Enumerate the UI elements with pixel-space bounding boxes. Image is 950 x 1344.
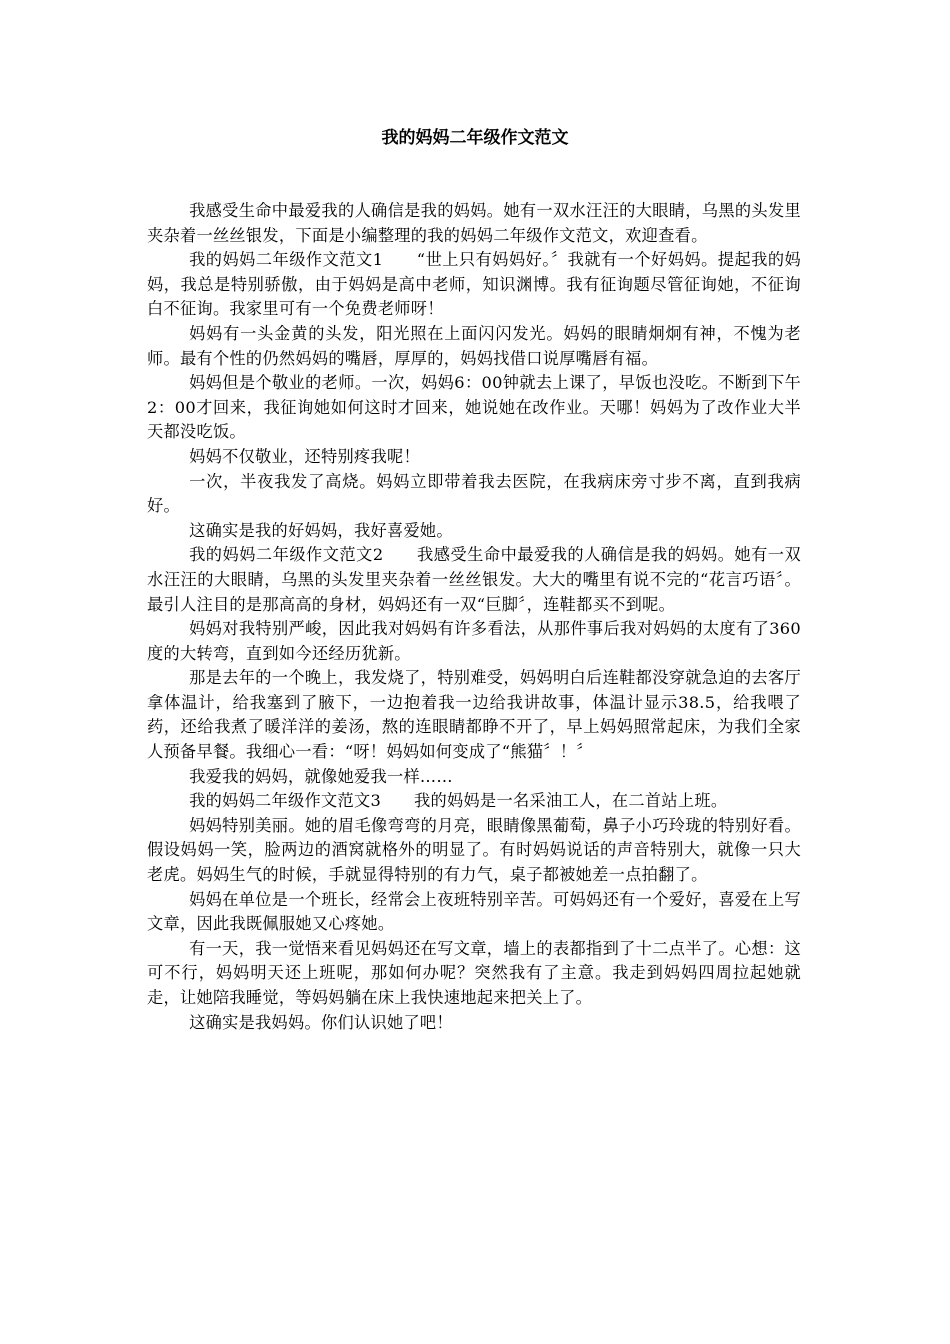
paragraph: 妈妈但是个敬业的老师。一次，妈妈6：00钟就去上课了，早饭也没吃。不断到下午2：00才回来，我征询她如何这时才回来，她说她在改作业。天哪！妈妈为了改作业大半天都没吃饭。 [147,373,801,442]
paragraph: 妈妈对我特别严峻，因此我对妈妈有许多看法，从那件事后我对妈妈的太度有了360度的大转弯，直到如今还经历犹新。 [147,619,801,663]
paragraph: 我感受生命中最爱我的人确信是我的妈妈。她有一双水汪汪的大眼睛，乌黑的头发里夹杂着一丝丝银发，下面是小编整理的我的妈妈二年级作文范文，欢迎查看。 [147,201,801,245]
paragraph: 一次，半夜我发了高烧。妈妈立即带着我去医院，在我病床旁寸步不离，直到我病好。 [147,471,801,516]
paragraph: 有一天，我一觉悟来看见妈妈还在写文章，墙上的表都指到了十二点半了。心想：这可不行，妈妈明天还上班呢，那如何办呢？突然我有了主意。我走到妈妈四周拉起她就走，让她陪我睡觉，等妈妈躺在床上我快速地起来把关上了。 [147,938,801,1007]
document-title: 我的妈妈二年级作文范文 [381,128,569,148]
paragraph: 这确实是我的好妈妈，我好喜爱她。 [189,520,453,540]
paragraph: 妈妈特别美丽。她的眉毛像弯弯的月亮，眼睛像黑葡萄，鼻子小巧玲珑的特别好看。假设妈妈一笑，脸两边的酒窝就格外的明显了。有时妈妈说话的声音特别大，就像一只大老虎。妈妈生气的时候，手就显得特别的有力气，桌子都被她差一点拍翻了。 [147,815,801,885]
paragraph: 妈妈在单位是一个班长，经常会上夜班特别辛苦。可妈妈还有一个爱好，喜爱在上写文章，因此我既佩服她又心疼她。 [147,889,801,934]
paragraph: 我的妈妈二年级作文范文2 我感受生命中最爱我的人确信是我的妈妈。她有一双水汪汪的大眼睛，乌黑的头发里夹杂着一丝丝银发。大大的嘴里有说不完的“花言巧语〞。最引人注目的是那高高的身材，妈妈还有一双“巨脚〞，连鞋都买不到呢。 [147,545,801,614]
paragraph: 妈妈有一头金黄的头发，阳光照在上面闪闪发光。妈妈的眼睛炯炯有神，不愧为老师。最有个性的仍然妈妈的嘴唇，厚厚的，妈妈找借口说厚嘴唇有福。 [147,323,801,368]
paragraph: 我的妈妈二年级作文范文3 我的妈妈是一名采油工人，在二首站上班。 [189,791,728,811]
paragraph: 那是去年的一个晚上，我发烧了，特别难受，妈妈明白后连鞋都没穿就急迫的去客厅拿体温计，给我塞到了腋下，一边抱着我一边给我讲故事，体温计显示38.5，给我喂了药，还给我煮了暖洋洋的姜汤，熬的连眼睛都睁不开了，早上妈妈照常起床，为我们全家人预备早餐。我细心一看：“呀！妈妈如何变成了“熊猫〞！〞 [147,668,801,762]
document-body [147,199,801,1035]
paragraph: 这确实是我妈妈。你们认识她了吧！ [189,1012,453,1032]
paragraph: 我爱我的妈妈，就像她爱我一样…… [189,766,453,786]
paragraph: 妈妈不仅敬业，还特别疼我呢！ [189,446,420,466]
paragraph: 我的妈妈二年级作文范文1 “世上只有妈妈好。〞我就有一个好妈妈。提起我的妈妈，我总是特别骄傲，由于妈妈是高中老师，知识渊博。我有征询题尽管征询她，不征询白不征询。我家里可有一个免费老师呀！ [147,250,801,319]
